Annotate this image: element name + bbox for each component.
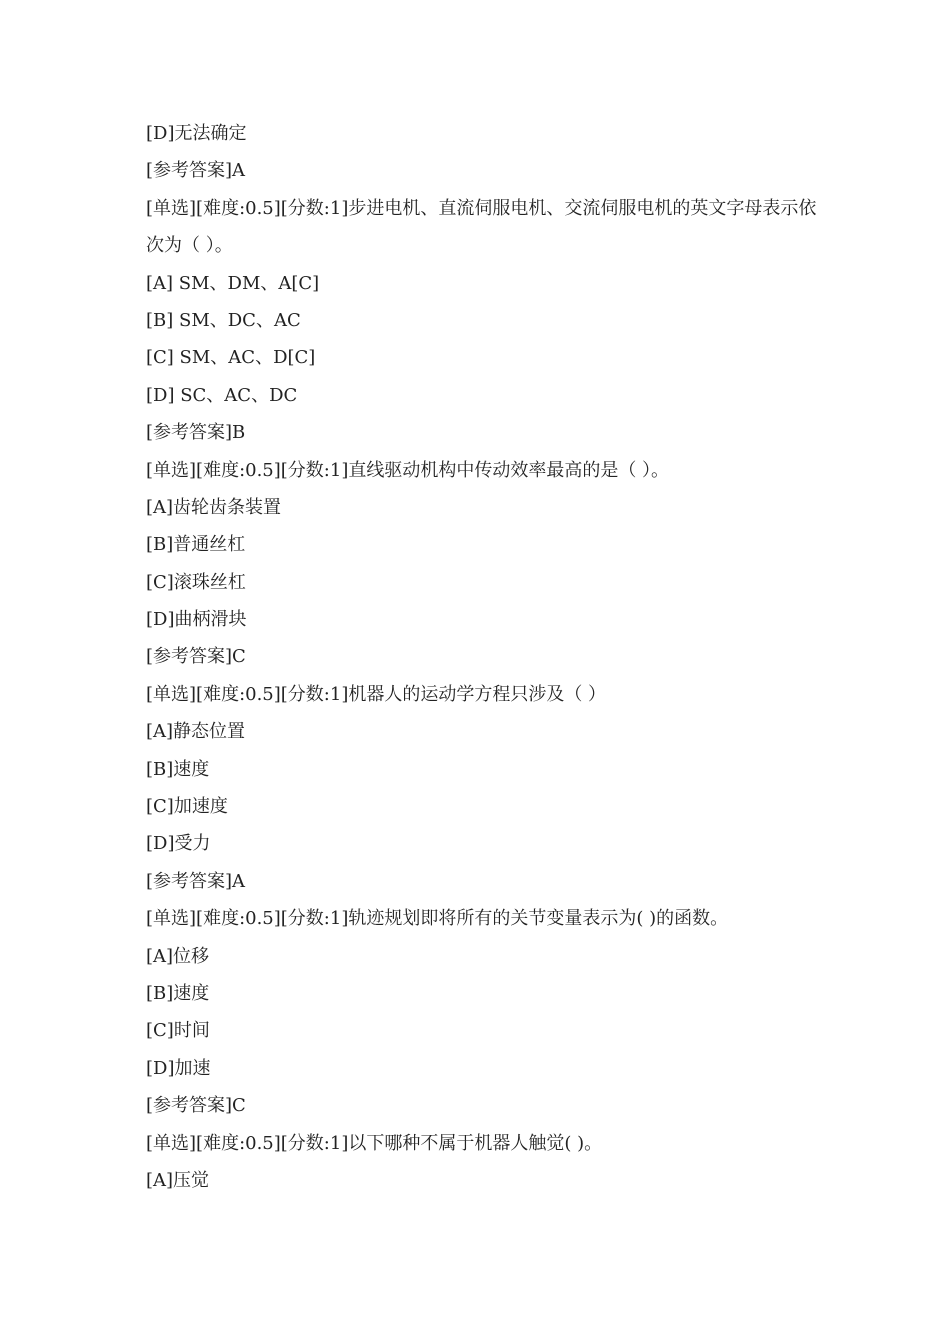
option-line: [D]加速 <box>146 1057 211 1079</box>
option-line: [A]齿轮齿条装置 <box>146 496 282 518</box>
option-line: [A] SM、DM、A[C] <box>146 272 320 294</box>
option-line: [C] SM、AC、D[C] <box>146 347 316 369</box>
option-line: [C]时间 <box>146 1020 210 1042</box>
option-line: [C]加速度 <box>146 796 228 818</box>
answer-line: [参考答案]C <box>146 646 246 668</box>
option-line: [A]压觉 <box>146 1169 210 1191</box>
option-line: [D]曲柄滑块 <box>146 609 247 631</box>
question-line: [单选][难度:0.5][分数:1]以下哪种不属于机器人触觉( )。 <box>146 1132 603 1154</box>
answer-line: [参考答案]C <box>146 1095 246 1117</box>
option-line: [B]速度 <box>146 758 210 780</box>
option-line: [A]位移 <box>146 945 210 967</box>
question-line: [单选][难度:0.5][分数:1]机器人的运动学方程只涉及（ ） <box>146 683 607 705</box>
answer-line: [参考答案]A <box>146 160 246 182</box>
question-line: [单选][难度:0.5][分数:1]步进电机、直流伺服电机、交流伺服电机的英文字母表示依 <box>146 197 817 219</box>
option-line: [D]无法确定 <box>146 123 247 144</box>
option-line: [B]速度 <box>146 982 210 1004</box>
question-list <box>146 115 876 1199</box>
answer-line: [参考答案]B <box>146 422 246 444</box>
question-line-continued: 次为（ ）。 <box>146 235 233 257</box>
option-line: [D]受力 <box>146 833 211 855</box>
answer-line: [参考答案]A <box>146 870 246 892</box>
option-line: [B]普通丝杠 <box>146 534 246 556</box>
option-line: [D] SC、AC、DC <box>146 384 298 406</box>
option-line: [A]静态位置 <box>146 721 246 743</box>
option-line: [B] SM、DC、AC <box>146 309 301 331</box>
question-line: [单选][难度:0.5][分数:1]轨迹规划即将所有的关节变量表示为( )的函数。 <box>146 908 729 930</box>
question-line: [单选][难度:0.5][分数:1]直线驱动机构中传动效率最高的是（ ）。 <box>146 459 670 481</box>
option-line: [C]滚珠丝杠 <box>146 571 246 593</box>
